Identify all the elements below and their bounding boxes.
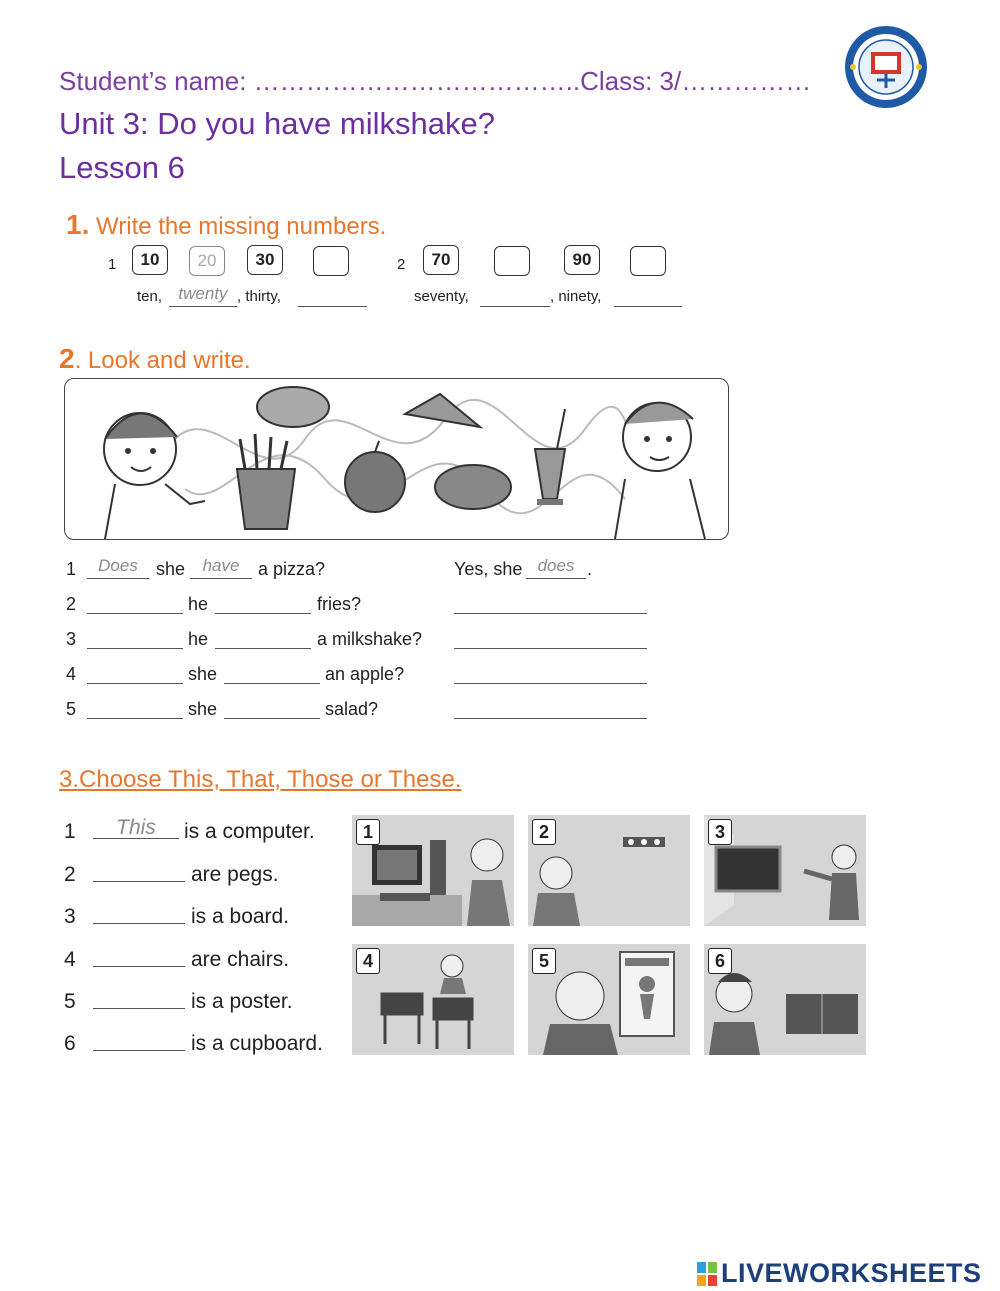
liveworksheets-text: LIVEWORKSHEETS [721,1258,982,1288]
answer-input[interactable] [87,591,187,615]
panel-number: 1 [356,819,380,845]
liveworksheets-icon [697,1262,717,1286]
answer-input[interactable] [215,591,315,615]
girl-figure [104,413,205,539]
question-object: an apple? [325,664,405,684]
number-answer-input[interactable] [631,247,669,277]
unit-title: Unit 3: Do you have milkshake? [59,106,495,141]
answer-input[interactable] [224,661,324,685]
answer-input[interactable] [87,696,187,720]
number-answer-input[interactable] [495,247,533,277]
answer-input[interactable] [215,626,315,650]
item-number: 4 [64,948,76,971]
number-answer-box[interactable] [494,246,530,276]
caption-word: , thirty, [237,288,281,305]
choice-input[interactable] [93,986,189,1010]
picture-panel-computer [352,815,514,926]
reply-input[interactable] [454,626,651,650]
item-text: is a board. [191,905,290,928]
picture-panel-poster [528,944,690,1055]
panel-number: 5 [532,948,556,974]
caption-answer-input[interactable] [614,284,686,308]
question-object: a pizza? [258,559,326,579]
answer-field[interactable] [224,696,320,719]
row-number: 3 [66,629,77,649]
section2-heading [59,343,251,375]
picture-panel-board [704,815,866,926]
salad [435,465,511,509]
answer-field[interactable] [87,696,183,719]
choice-input[interactable] [93,1028,189,1052]
picture-panel-pegs [528,815,690,926]
item-number: 5 [64,990,76,1013]
panel-number: 2 [532,819,556,845]
reply-input[interactable] [454,591,651,615]
choice-field[interactable] [93,944,185,967]
panel-number: 6 [708,948,732,974]
item-number: 6 [64,1032,76,1055]
section1-number: 1. [66,209,90,240]
reply-input[interactable] [454,661,651,685]
reply-field[interactable] [454,626,647,649]
number-box: 10 [132,245,168,275]
milkshake [535,409,565,505]
picture-panel-chairs [352,944,514,1055]
row-number: 1 [66,559,77,579]
reply-field[interactable] [454,591,647,614]
caption-answer-field[interactable] [480,284,550,307]
reply-input[interactable] [454,696,651,720]
lesson-title: Lesson 6 [59,150,185,185]
number-box: 70 [423,245,459,275]
caption-word: ten, [137,288,163,305]
number-answer-input[interactable] [314,247,352,277]
pronoun: she [156,559,186,579]
caption-answer-field[interactable] [298,284,367,307]
section1-heading [66,209,386,241]
reply-prefix: Yes, she [454,559,523,579]
pronoun: she [188,699,218,719]
panel-number: 3 [708,819,732,845]
caption-answer-input[interactable] [298,284,371,308]
answer-field[interactable] [224,661,320,684]
number-answer-box[interactable] [313,246,349,276]
item-number: 1 [64,820,76,843]
answer-input[interactable] [87,661,187,685]
apple [345,452,405,512]
answer-field[interactable] [87,591,183,614]
example-answer: have [190,556,252,579]
caption-answer-input[interactable] [480,284,554,308]
example-answer: Does [87,556,149,579]
choice-field[interactable] [93,1028,185,1051]
pronoun: he [188,629,209,649]
row-number: 2 [66,594,77,614]
pronoun: he [188,594,209,614]
item-number: 3 [64,905,76,928]
caption-answer-field[interactable] [614,284,682,307]
reply-suffix: . [587,559,593,579]
question-object: fries? [317,594,362,614]
caption-word: seventy, [414,288,469,305]
answer-field[interactable] [215,626,311,649]
school-logo [833,24,939,110]
caption-word: , ninety, [550,288,602,305]
choice-field[interactable] [93,901,185,924]
item-text: are chairs. [191,948,290,971]
question-object: a milkshake? [317,629,423,649]
panel-number: 4 [356,948,380,974]
item-text: is a cupboard. [191,1032,323,1055]
row-number: 4 [66,664,77,684]
question-object: salad? [325,699,379,719]
student-name-line: Student’s name: ………………………………..Class: 3/…………… [59,66,812,96]
number-box: 30 [247,245,283,275]
number-answer-box[interactable] [630,246,666,276]
answer-input[interactable] [87,626,187,650]
choice-input[interactable] [93,859,189,883]
example-answer: does [526,556,586,579]
section2-number: 2 [59,343,75,374]
food-illustration [64,378,729,540]
boy-figure [615,403,705,539]
item-number: 2 [64,863,76,886]
fries [237,434,295,529]
answer-field[interactable] [87,626,183,649]
section3-title: 3.Choose This, That, Those or These. [59,766,462,793]
item-text: is a computer. [184,820,315,843]
pizza [257,387,329,427]
caption-answer-example: twenty [169,284,237,307]
example-answer: This [93,816,179,839]
number-box-example: 20 [189,246,225,276]
item-text: is a poster. [191,990,293,1013]
group2-label: 2 [397,256,406,273]
pronoun: she [188,664,218,684]
row-number: 5 [66,699,77,719]
liveworksheets-logo [697,1258,982,1289]
choice-field[interactable] [93,986,185,1009]
section2-title: . Look and write. [74,347,251,374]
item-text: are pegs. [191,863,279,886]
group1-label: 1 [108,256,117,273]
answer-input[interactable] [224,696,324,720]
choice-input[interactable] [93,944,189,968]
reply-field[interactable] [454,696,647,719]
reply-field[interactable] [454,661,647,684]
picture-panel-cupboard [704,944,866,1055]
answer-field[interactable] [215,591,311,614]
answer-field[interactable] [87,661,183,684]
choice-field[interactable] [93,859,185,882]
number-box: 90 [564,245,600,275]
choice-input[interactable] [93,901,189,925]
section1-title: Write the missing numbers. [96,213,387,240]
